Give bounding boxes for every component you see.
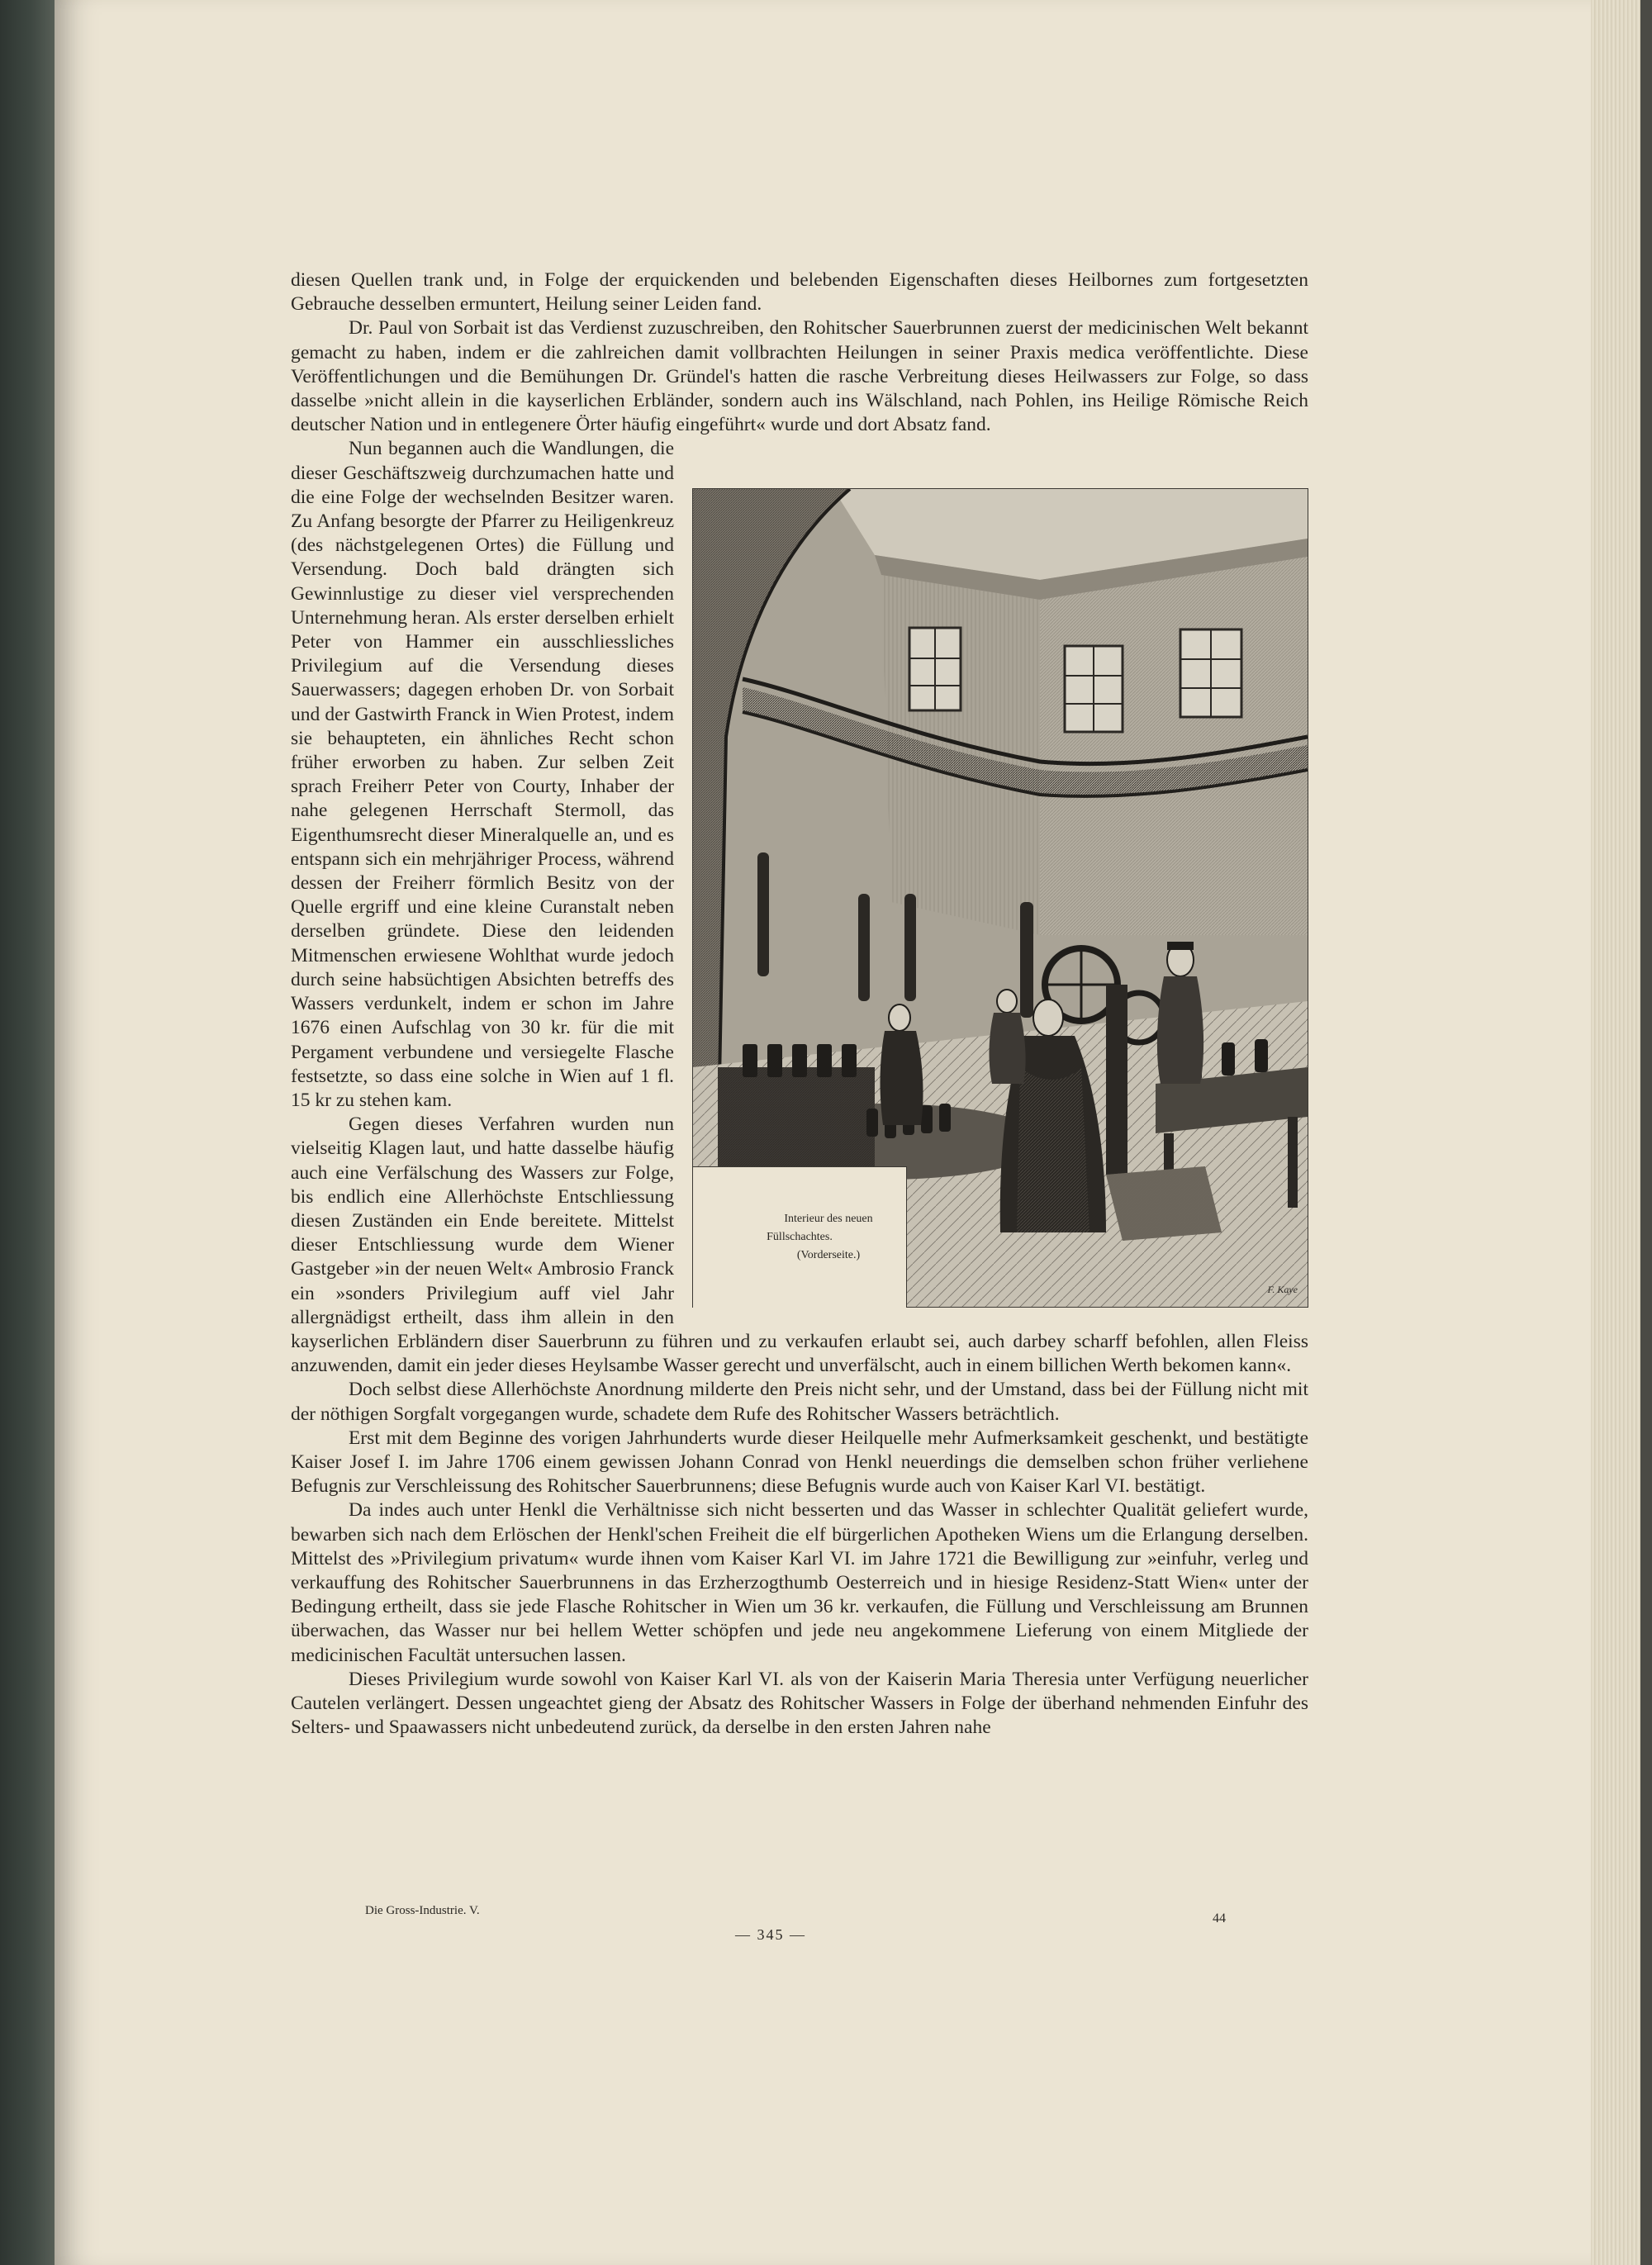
paragraph-text: Nun begannen auch die Wandlungen, die dieser Geschäftszweig durchzumachen hatte und die eine Folge der wechselnden Besitzer waren. Zu Anfang besorgte der Pfarrer zu Heiligenkreuz (des nächstgelegenen Ortes) die Füllung und Versendung. Doch bald drängten sich Gewinnlustige zu dieser viel versprechenden Unternehmung heran. Als erster derselben erhielt Peter von Hammer ein ausschliessliches Privilegium auf die Versendung dieses Sauerwassers; dagegen erhoben Dr. von Sorbait und der Gastwirth Franck in Wien Protest, indem sie behaupteten, ein ähnliches Recht schon früher erworben zu haben. Zur selben Zeit sprach Freiherr Peter von Courty, Inhaber der nahe gelegenen Herrschaft Stermoll, das Eigenthumsrecht dieser Mineralquelle an, und es entspann sich ein mehrjähriger Process, während dessen der Freiherr förmlich Besitz von der Quelle ergriff und eine kleine Curanstalt neben derselben gründete. Diese den leidenden Mitmenschen erwiesene Wohlthat wurde jedoch durch seine habsüchtigen Absichten betreffs des Wassers verdunkelt, indem er schon im Jahre 1676 einen Aufschlag von 30 kr. für die mit Pergament verbundene und versiegelte Flasche festsetzte, so dass eine solche in Wien auf 1 fl. 15 kr zu stehen kam. xyxy=(291,438,674,1111)
paragraph: Doch selbst diese Allerhöchste Anordnung milderte den Preis nicht sehr, und der Umstand, dass bei der Füllung nicht mit der nöthigen Sorgfalt vorgegangen wurde, schadete dem Rufe des Rohitscher Wassers beträchtlich. xyxy=(291,1379,1308,1425)
paragraph: Erst mit dem Beginne des vorigen Jahrhunderts wurde dieser Heilquelle mehr Aufmerksamkeit geschenkt, und bestätigte Kaiser Josef I. im Jahre 1706 einem gewissen Johann Conrad von Henkl neuerdings die demselben schon früher verliehene Befugnis zur Verschleissung des Rohitscher Sauerbrunnens; diese Befugnis wurde auch von Kaiser Karl VI. bestätigt. xyxy=(291,1427,1308,1498)
paragraph: Dr. Paul von Sorbait ist das Verdienst zuzuschreiben, den Rohitscher Sauerbrunnen zuerst der medicinischen Welt bekannt gemacht zu haben, indem er die zahlreichen damit vollbrachten Heilungen in seiner Praxis medica veröffentlichte. Diese Veröffentlichungen und die Bemühungen Dr. Gründel's hatten die rasche Verbreitung dieses Heilwassers zur Folge, so dass dasselbe »nicht allein in die kayserlichen Erbländer, sondern auch ins Wälschland, nach Pohlen, ins Heilige Römische Reich deutscher Nation und in entlegenere Örter häufig eingeführt« wurde und dort Absatz fand. xyxy=(291,317,1308,436)
artist-signature: F. Kaye xyxy=(1267,1284,1298,1296)
paragraph: Dieses Privilegium wurde sowohl von Kaiser Karl VI. als von der Kaiserin Maria Theresia unter Verfügung neuerlicher Cautelen verlängert. Dessen ungeachtet gieng der Absatz des Rohitscher Wassers in Folge der überhand nehmenden Einfuhr des Selters- und Spaawassers nicht unbedeutend zurück, da derselbe in den ersten Jahren nahe xyxy=(291,1668,1308,1739)
paragraph: Da indes auch unter Henkl die Verhältnisse sich nicht besserten und das Wasser in schlechter Qualität geliefert wurde, bewarben sich nach dem Erlöschen der Henkl'schen Freiheit die elf bürgerlichen Apotheken Wiens um die Erlangung derselben. Mittelst des »Privilegium privatum« wurde ihnen vom Kaiser Karl VI. im Jahre 1721 die Bewilligung zur »einfuhr, verleg und verkauffung des Rohitscher Sauerbrunnens in das Erzherzogthumb Oesterreich und in hiesige Residenz-Statt Wien« unter der Bedingung ertheilt, dass sie jede Flasche Rohitscher in Wien um 36 kr. verkaufen, die Füllung und Verschleissung am Brunnen überwachen, das Wasser nur bei hellem Wetter schöpfen und jede neu angekommene Lieferung von einem Mitgliede der medicinischen Facultät untersuchen lassen. xyxy=(291,1499,1308,1666)
signature-mark: 44 xyxy=(1213,1911,1226,1925)
series-title: Die Gross-Industrie. V. xyxy=(365,1904,480,1917)
body-text xyxy=(291,268,1308,1740)
caption-title: Interieur des neuen Füllschachtes. xyxy=(767,1213,873,1244)
wrapped-text-area xyxy=(291,437,1308,1378)
book-binding xyxy=(0,0,58,2265)
paragraph: diesen Quellen trank und, in Folge der erquickenden und belebenden Eigenschaften dieses Heilbornes zum fortgesetzten Gebrauche desselben ermuntert, Heilung seiner Leiden fand. xyxy=(291,269,1308,316)
page-stack-edge xyxy=(1591,0,1640,2265)
page-number: — 345 — xyxy=(735,1926,806,1943)
illustration-figure xyxy=(692,488,1308,1308)
figure-caption xyxy=(693,1166,907,1308)
caption-subtitle: (Vorderseite.) xyxy=(796,1249,861,1262)
paragraph: Gegen dieses Verfahren wurden nun vielseitig Klagen laut, und hatte dasselbe häufig auch eine Verfälschung des Wassers zur Folge, bis endlich eine Allerhöchste Entschliessung diesen Zuständen ein Ende bereitete. Mittelst dieser Entschliessung wurde dem Wiener Gastgeber »in der neuen Welt« Ambrosio Franck ein »sonders Privilegium auff viel Jahr allergnädigst ertheilt, dass ihm allein in den kayserlichen Erbländern diser Sauerbrunn zu führen und zu verkaufen erlaubt sei, auch darbey scharff befohlen, allen Fleiss anzuwenden, damit ein jeder dieses Heylsambe Wasser gerecht und unverfälscht, auch in einem billichen Werth bekomen kann«. xyxy=(291,1114,1308,1377)
